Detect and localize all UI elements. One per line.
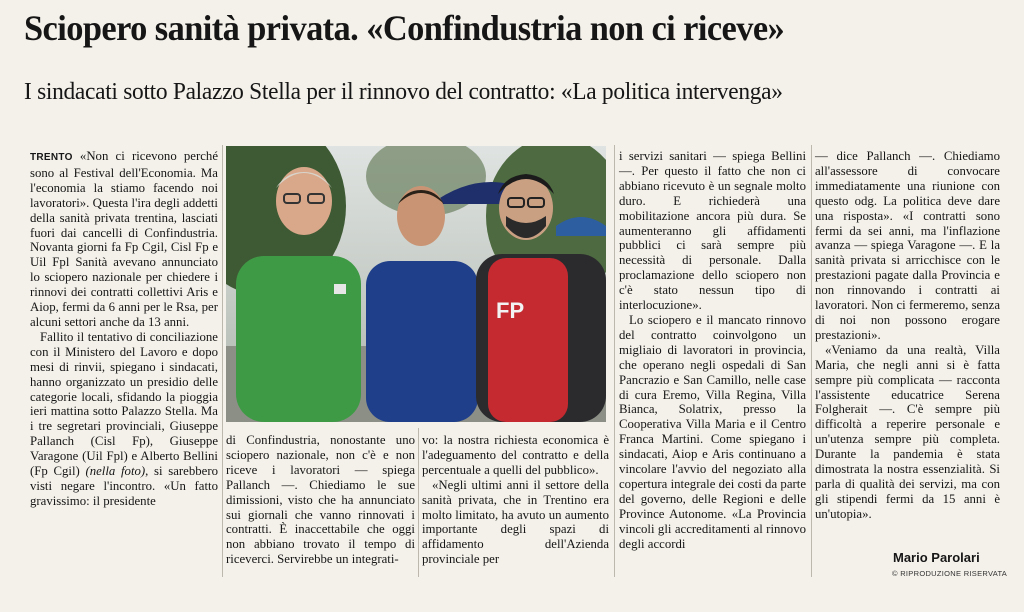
subheadline: I sindacati sotto Palazzo Stella per il rinnovo del contratto: «La politica intervenga» xyxy=(24,78,783,105)
paragraph: Lo sciopero e il mancato rinnovo del contratto coinvolgono un migliaio di lavoratori in provincia, che operano negli ospedali di San Pancrazio e San Camillo, nelle case di cura Eremo, Villa Regina, Villa Bianca, Solatrix, presso la Cooperativa Villa Maria e il Centro Franca Martini. Come spiegano i sindacati, Aiop e Aris continuano a vincolare l'avvio del negoziato alla copertura integrale dei costi da parte del governo, delle Regioni e delle Province Autonome. «La Provincia vincoli gli accreditamenti al rinnovo degli accordi xyxy=(619,312,806,551)
article-column-1 xyxy=(30,149,218,509)
column-rule xyxy=(222,145,223,577)
paragraph: — dice Pallanch —. Chiediamo all'assessore di convocare immediatamente una riunione con questo odg. La politica deve dare una risposta». «I contratti sono fermi da sei anni, ma l'inflazione avanza — spiega Varagone —. E la sanità privata si arricchisce con le prestazioni pagate dalla Provincia e non rinnovando i contratti ai lavoratori. Non ci fermeremo, senza di noi non possono erogare prestazioni». xyxy=(815,149,1000,342)
photo-reference: (nella foto) xyxy=(85,464,146,479)
shirt-print: FP xyxy=(496,298,525,323)
paragraph: i servizi sanitari — spiega Bellini —. Per questo il fatto che non ci abbiano ricevuto è un segnale molto duro. E richiederà una mobilitazione ancora più dura. Se aumenteranno gli affidamenti pubblici ci sarà sempre più necessità di personale. Dalla proclamazione dello sciopero non c'è stato nessun tipo di interlocuzione». xyxy=(619,149,806,313)
article-column-5 xyxy=(815,149,1000,522)
column-rule xyxy=(418,428,419,577)
article-column-3 xyxy=(422,433,609,567)
green-jacket xyxy=(236,256,361,422)
column-rule xyxy=(614,145,615,577)
paragraph: Fallito il tentativo di conciliazione con il Ministero del Lavoro e dopo mesi di rinvii, spiegano i sindacati, hanno organizzato un presidio delle categorie locali, sfidando la pioggia ieri mattina sotto Palazzo Stella. Ma i tre segretari provinciali, Giuseppe Pallanch (Cisl Fp), Giuseppe Varagone (Uil Fpl) e Alberto Bellini (Fp Cgil) xyxy=(30,329,218,479)
paragraph: «Non ci ricevono perché sono al Festival dell'Economia. Ma l'economia la stiamo facendo noi lavoratori». Questa l'ira degli addetti della sanità privata trentina, lasciati fuori dai cancelli di Confindustria. Novanta giorni fa Fp Cgil, Cisl Fp e Uil Fpl Sanità avevano annunciato lo sciopero nazionale per chiedere i rinnovi dei contratti collettivi Aris e Aiop, fermi da 6 anni per le Rsa, per alcuni settori anche da 13 anni. xyxy=(30,149,219,329)
copyright-notice: © RIPRODUZIONE RISERVATA xyxy=(892,569,1008,578)
red-shirt xyxy=(488,258,568,422)
blue-vest xyxy=(366,261,478,422)
article-photo xyxy=(226,146,606,422)
column-rule xyxy=(811,145,812,577)
paragraph: di Confindustria, nonostante uno sciopero nazionale, non c'è e non riceve i lavoratori — spiega Pallanch —. Chiediamo le sue dimissioni, visto che ha annunciato sui giornali che vanno rinnovati i contratti. È inaccettabile che oggi non abbiano trovato il tempo di riceverci. Servirebbe un integrati- xyxy=(226,433,415,567)
dateline: TRENTO xyxy=(30,152,73,163)
paragraph: «Negli ultimi anni il settore della sanità privata, che in Trentino era molto limitato, ha avuto un aumento importante degli spazi di affidamento dell'Azienda provinciale per xyxy=(422,477,609,567)
badge xyxy=(334,284,346,294)
photo-illustration xyxy=(226,146,606,422)
paragraph: «Veniamo da una realtà, Villa Maria, che negli anni si è fatta sempre più complicata — racconta l'assistente educatrice Serena Folgherait —. C'è sempre più difficoltà a reperire personale e un'utenza sempre più completa. Durante la pandemia è stata dimostrata la nostra essenzialità. Si parla di qualità dei servizi, ma con gli stipendi fermi da 15 anni è un'utopia». xyxy=(815,342,1000,521)
article-column-4 xyxy=(619,149,806,551)
paragraph: vo: la nostra richiesta economica è l'adeguamento del contratto e della percentuale a quelli del pubblico». xyxy=(422,433,609,477)
byline: Mario Parolari xyxy=(893,550,980,565)
headline: Sciopero sanità privata. «Confindustria non ci riceve» xyxy=(24,8,785,48)
paragraph: , si sarebbero visti negare l'incontro. «Un fatto gravissimo: il presidente xyxy=(30,464,218,508)
article-column-2 xyxy=(226,433,415,567)
